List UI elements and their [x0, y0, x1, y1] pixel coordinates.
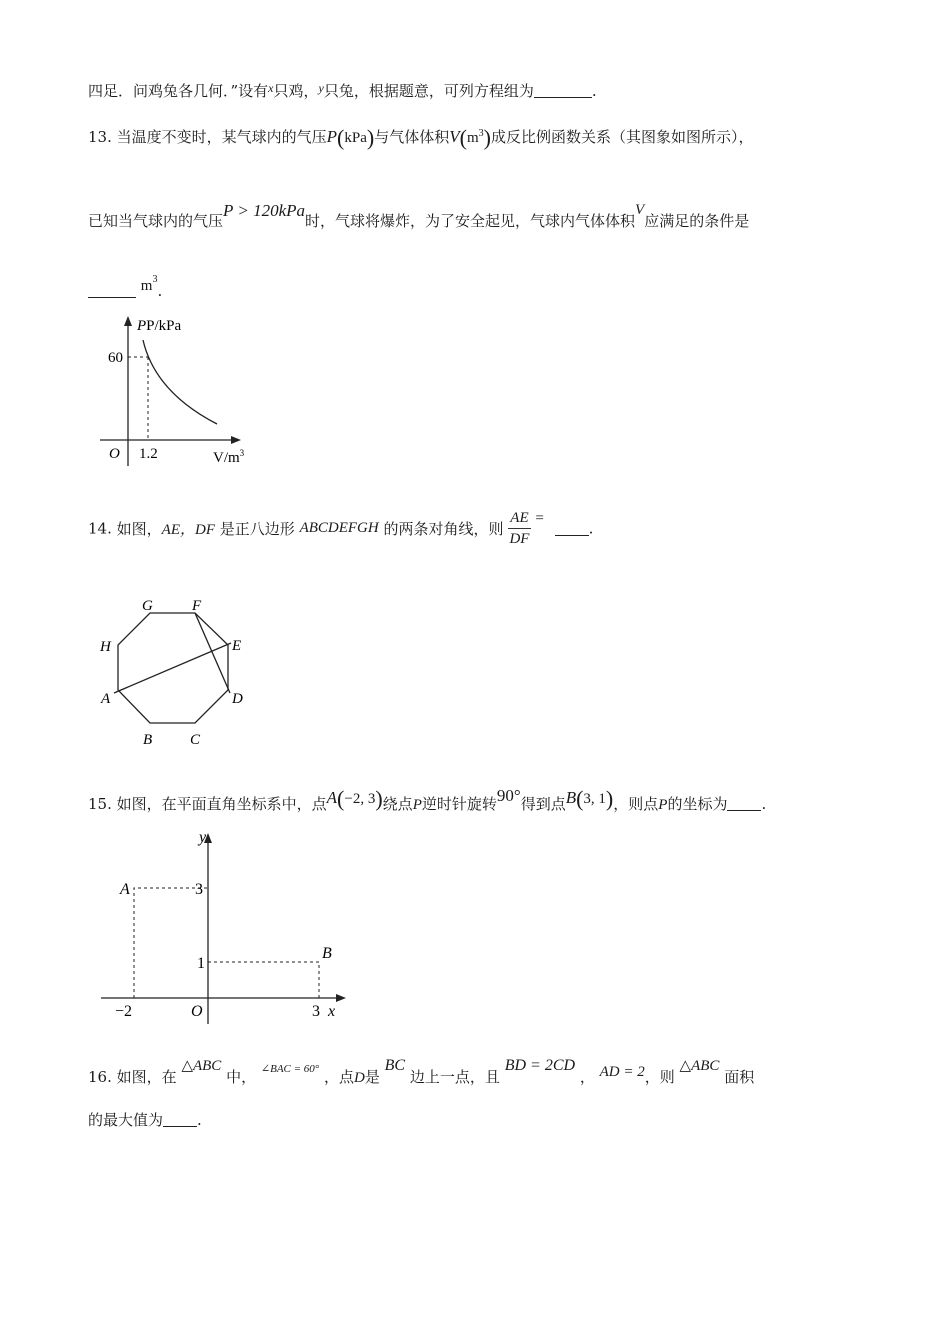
vertex-F: F — [192, 598, 202, 614]
q15-point-B: B — [565, 788, 577, 807]
q13-line-3: $m^3$. — [88, 270, 162, 301]
question-number-13: 13. — [88, 128, 112, 146]
q13-text-a: 当温度不变时，某气球内的气压 — [116, 128, 327, 146]
q15-label-x: x — [328, 1003, 336, 1020]
q15-angle: 90° — [496, 786, 521, 805]
graph13-xtick-1.2: 1.2 — [139, 446, 158, 462]
q13-text-c: 成反比例函数关系（其图象如图所示）， — [490, 128, 754, 146]
q15-point-A: A — [326, 788, 338, 807]
q13-var-V2: V — [635, 202, 645, 218]
q16-triangle: △ABC — [181, 1058, 222, 1074]
q14-denominator: DF — [509, 531, 530, 547]
answer-blank-14[interactable] — [555, 521, 589, 536]
var-x: x — [268, 81, 274, 95]
q15-text-e: ，则点 — [613, 795, 659, 813]
q15-label-y: y — [199, 829, 207, 846]
q14-diagonals: AE，DF — [161, 522, 215, 538]
q16-angle: ∠BAC = 60° — [260, 1063, 320, 1075]
regular-octagon-figure — [95, 590, 255, 750]
q14-equals: = — [535, 510, 544, 527]
answer-blank-13[interactable] — [88, 283, 136, 298]
x-axis-arrow-icon — [231, 436, 241, 444]
graph13-origin: O — [109, 446, 120, 462]
q16-text-c: ，点 — [324, 1068, 355, 1086]
dashed-A — [134, 888, 208, 998]
q12-end: . — [591, 82, 597, 100]
q16-text-g: ，则 — [644, 1068, 675, 1086]
q13-line-1: 13. 当温度不变时，某气球内的气压P(kPa)与气体体积$V(m^3)$成反比例函数关系（其图象如图所示）， — [88, 125, 754, 150]
q16-text-i: 的最大值为 — [88, 1111, 164, 1129]
q12-tail-line — [88, 78, 597, 101]
q13-unit-kpa: kPa — [344, 130, 367, 146]
q16-triangle-2: △ABC — [679, 1058, 720, 1074]
q15-end: . — [761, 795, 767, 813]
q16-point-D: D — [354, 1070, 365, 1086]
q13-text-d: 已知当气球内的气压 — [88, 212, 224, 230]
q13-unit-m3: m — [466, 130, 479, 146]
q16-text-b: 中， — [226, 1068, 257, 1086]
vertex-C: C — [190, 732, 201, 748]
q16-line-1 — [88, 1056, 754, 1088]
q16-side-BC: BC — [384, 1057, 406, 1074]
q16-ad: AD = 2 — [599, 1064, 645, 1080]
q15-tick-x3: 3 — [312, 1003, 320, 1020]
q14-numerator: AE — [508, 508, 530, 529]
q16-text-a: 如图，在 — [116, 1068, 177, 1086]
q13-unit: m — [140, 278, 153, 294]
q15-line: 15. 如图，在平面直角坐标系中，点A(−2, 3)绕点P逆时针旋转90°得到点B(3, 1)，则点P的坐标为 . — [88, 786, 767, 813]
q15-point-P: P — [412, 797, 422, 813]
coordinate-plane-figure — [95, 828, 355, 1028]
q15-point-P2: P — [658, 797, 668, 813]
q15-tick-y3: 3 — [195, 881, 203, 898]
q13-var-P: P — [326, 127, 338, 146]
q15-text-d: 得到点 — [520, 795, 566, 813]
q13-condition: P > 120kPa — [223, 201, 305, 220]
q15-B-coord: 3, 1 — [583, 791, 606, 807]
answer-blank-16[interactable] — [163, 1112, 197, 1127]
q15-text-b: 绕点 — [382, 795, 413, 813]
q15-text-a: 如图，在平面直角坐标系中，点 — [116, 795, 327, 813]
dashed-B — [208, 962, 319, 998]
q15-tick-y1: 1 — [197, 955, 205, 972]
question-number-14: 14. — [88, 519, 112, 538]
q15-label-A: A — [120, 881, 130, 898]
q16-line-2 — [88, 1110, 202, 1130]
q14-text-b: 是正八边形 — [219, 520, 295, 538]
vertex-B: B — [143, 732, 153, 748]
q13-text-b: 与气体体积 — [374, 128, 450, 146]
q16-relation: BD = 2CD — [504, 1057, 576, 1074]
q13-line-2 — [88, 200, 749, 231]
q16-end: . — [197, 1111, 202, 1129]
vertex-D: D — [232, 691, 243, 707]
q15-tick-x-2: −2 — [115, 1003, 133, 1020]
q12-text-b: 只鸡， — [273, 82, 319, 100]
diagonal-DF — [195, 613, 230, 693]
q15-label-B: B — [322, 945, 332, 962]
q16-text-h: 面积 — [724, 1068, 755, 1086]
q15-text-c: 逆时针旋转 — [421, 795, 497, 813]
diagonal-AE — [114, 643, 231, 693]
answer-blank-12[interactable] — [534, 83, 592, 98]
q16-text-d: 是 — [364, 1068, 380, 1086]
graph13-ytick-60: 60 — [108, 350, 123, 366]
q12-text-c: 只兔，根据题意，可列方程组为 — [323, 82, 534, 100]
q13-text-e: 时，气球将爆炸，为了安全起见，气球内气体体积 — [305, 212, 636, 230]
q13-end: . — [157, 282, 163, 300]
vertex-G: G — [142, 598, 153, 614]
var-y: y — [318, 81, 324, 95]
inverse-curve — [143, 340, 217, 424]
q14-end: . — [588, 519, 594, 538]
vertex-E: E — [232, 638, 242, 654]
q14-octagon-name: ABCDEFGH — [299, 520, 379, 536]
y-axis-arrow-icon — [124, 316, 132, 326]
q15-x-arrow-icon — [336, 994, 346, 1002]
q15-text-f: 的坐标为 — [667, 795, 728, 813]
graph13-xlabel: $V/m^3$ — [213, 448, 245, 466]
vertex-H: H — [100, 639, 111, 655]
q16-text-e: 边上一点，且 — [409, 1068, 500, 1086]
q13-var-V: V — [449, 127, 460, 146]
q12-text-a: 四足．问鸡兔各几何．”设有 — [88, 82, 269, 100]
q14-line — [88, 508, 593, 549]
answer-blank-15[interactable] — [727, 796, 761, 811]
q14-text-a: 如图， — [116, 520, 162, 538]
question-number-15: 15. — [88, 795, 112, 813]
question-number-16: 16. — [88, 1068, 112, 1086]
pressure-volume-graph — [95, 312, 275, 472]
q13-text-f: 应满足的条件是 — [644, 212, 750, 230]
q14-fraction — [508, 508, 530, 549]
vertex-A: A — [101, 691, 111, 707]
graph13-ylabel: PP/kPa — [137, 318, 182, 334]
q15-A-coord: −2, 3 — [344, 791, 376, 807]
q14-text-c: 的两条对角线，则 — [383, 520, 504, 538]
q15-origin: O — [191, 1003, 203, 1020]
q16-text-f: ， — [579, 1068, 595, 1086]
